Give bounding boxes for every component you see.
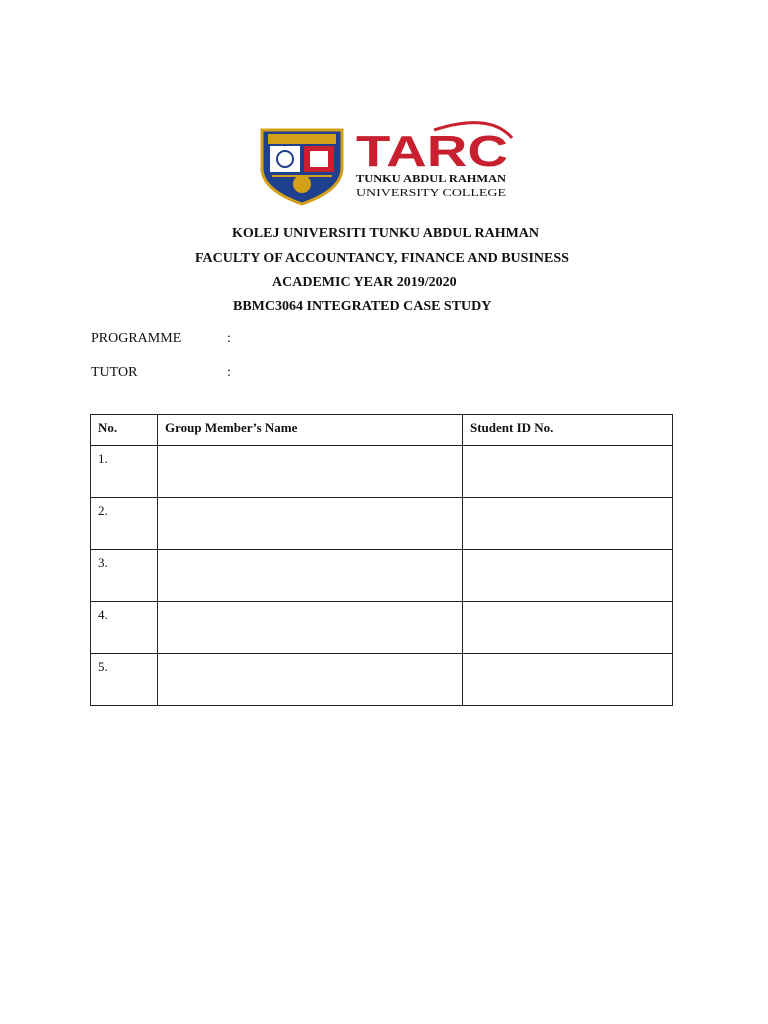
member-name-cell[interactable] bbox=[158, 602, 463, 654]
row-number: 4. bbox=[91, 602, 158, 654]
student-id-cell[interactable] bbox=[463, 654, 673, 706]
header-no: No. bbox=[91, 415, 158, 446]
table-header-row bbox=[91, 415, 673, 446]
tutor-field bbox=[91, 365, 231, 381]
member-name-cell[interactable] bbox=[158, 550, 463, 602]
member-name-cell[interactable] bbox=[158, 654, 463, 706]
header-member-name: Group Member’s Name bbox=[158, 415, 463, 446]
logo-wordmark: TARC bbox=[356, 127, 508, 176]
logo-subtitle-line1: TUNKU ABDUL RAHMAN bbox=[356, 173, 507, 185]
programme-label: PROGRAMME bbox=[91, 331, 182, 346]
heading-line-faculty: FACULTY OF ACCOUNTANCY, FINANCE AND BUSINESS bbox=[195, 251, 569, 266]
table-row bbox=[91, 446, 673, 498]
row-number: 5. bbox=[91, 654, 158, 706]
heading-line-course: BBMC3064 INTEGRATED CASE STUDY bbox=[233, 299, 492, 314]
crest-icon bbox=[262, 130, 342, 204]
student-id-cell[interactable] bbox=[463, 602, 673, 654]
heading-line-university: KOLEJ UNIVERSITI TUNKU ABDUL RAHMAN bbox=[232, 226, 540, 241]
row-number: 3. bbox=[91, 550, 158, 602]
student-id-cell[interactable] bbox=[463, 498, 673, 550]
programme-field bbox=[91, 331, 231, 347]
programme-colon: : bbox=[227, 331, 231, 346]
row-number: 2. bbox=[91, 498, 158, 550]
member-name-cell[interactable] bbox=[158, 498, 463, 550]
student-id-cell[interactable] bbox=[463, 550, 673, 602]
member-name-cell[interactable] bbox=[158, 446, 463, 498]
tutor-label: TUTOR bbox=[91, 365, 138, 380]
header-student-id: Student ID No. bbox=[463, 415, 673, 446]
student-id-cell[interactable] bbox=[463, 446, 673, 498]
tarc-logo bbox=[258, 110, 534, 208]
row-number: 1. bbox=[91, 446, 158, 498]
logo-subtitle-line2: UNIVERSITY COLLEGE bbox=[356, 187, 507, 199]
table-row bbox=[91, 654, 673, 706]
heading-line-academic-year: ACADEMIC YEAR 2019/2020 bbox=[272, 275, 457, 290]
table-row bbox=[91, 602, 673, 654]
table-row bbox=[91, 498, 673, 550]
table-row bbox=[91, 550, 673, 602]
tutor-colon: : bbox=[227, 365, 231, 380]
group-members-table bbox=[90, 414, 673, 706]
